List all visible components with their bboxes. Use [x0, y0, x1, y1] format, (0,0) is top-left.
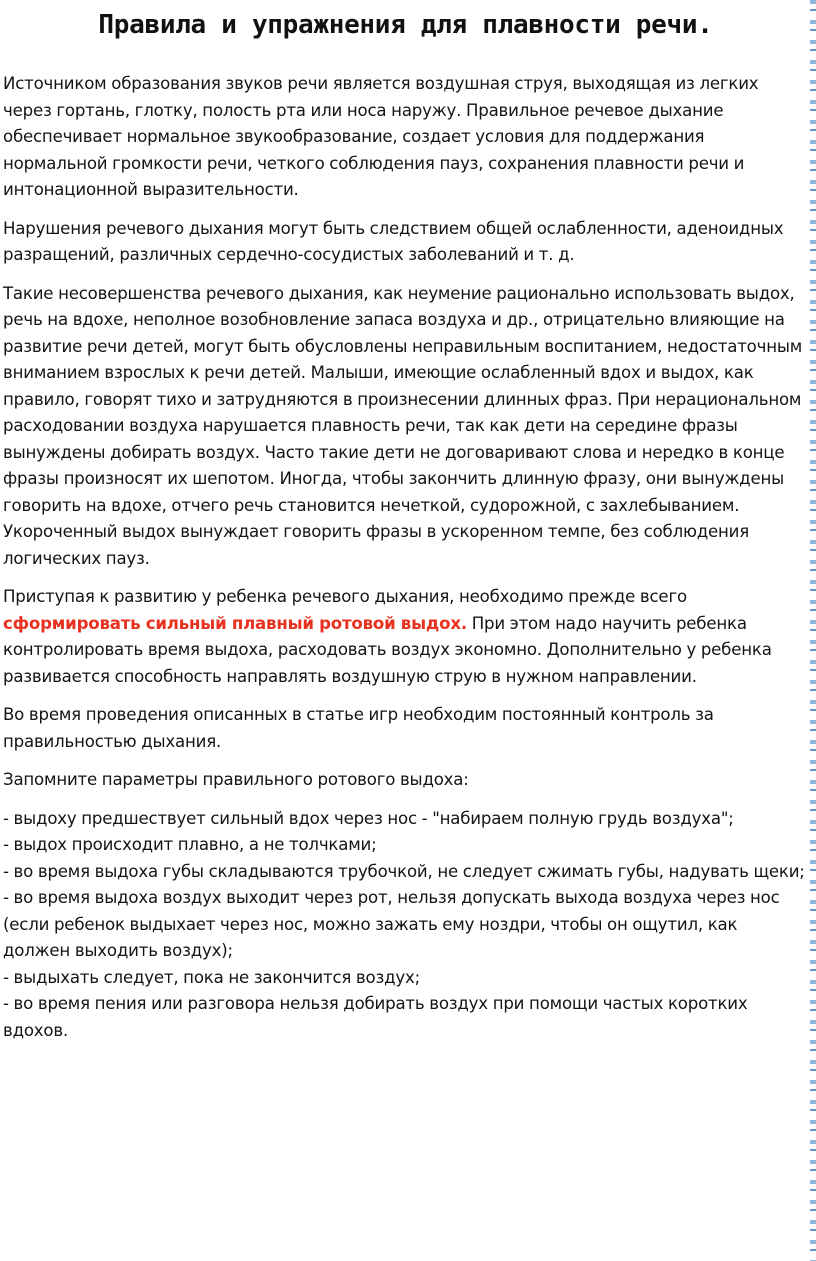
paragraph-1: Источником образования звуков речи является воздушная струя, выходящая из легких через гортань, глотку, полость рта или носа наружу. Правильное речевое дыхание обеспечивает нормальное звукообразование, создает условия для поддержания нормальной громкости речи, четкого соблюдения пауз, сохранения плавности речи и интонационной выразительности.: [3, 74, 759, 199]
list-item: - выдыхать следует, пока не закончится воздух;: [3, 967, 420, 987]
paragraph-3: Такие несовершенства речевого дыхания, как неумение рационально использовать выдох, речь на вдохе, неполное возобновление запаса воздуха и др., отрицательно влияющие на развитие речи детей, могут быть обусловлены неправильным воспитанием, недостаточным вниманием взрослых к речи детей. Малыши, имеющие ослабленный вдох и выдох, как правило, говорят тихо и затрудняются в произнесении длинных фраз. При нерациональном расходовании воздуха нарушается плавность речи, так как дети на середине фразы вынуждены добирать воздух. Часто такие дети не договаривают слова и нередко в конце фразы произносят их шепотом. Иногда, чтобы закончить длинную фразу, они вынуждены говорить на вдохе, отчего речь становится нечеткой, судорожной, с захлебыванием. Укороченный выдох вынуждает говорить фразы в ускоренном темпе, без соблюдения логических пауз.: [3, 283, 803, 568]
paragraph-4: [3, 584, 808, 690]
exhale-rules-list: [3, 806, 808, 1045]
list-item: - во время выдоха воздух выходит через рот, нельзя допускать выхода воздуха через нос (если ребенок выдыхает через нос, можно зажать ему ноздри, чтобы он ощутил, как должен выходить воздух);: [3, 888, 780, 960]
paragraph-4-intro: Приступая к развитию у ребенка речевого дыхания, необходимо прежде всего: [3, 587, 687, 606]
list-item: - выдох происходит плавно, а не толчками;: [3, 835, 377, 854]
list-item: - выдоху предшествует сильный вдох через нос - "набираем полную грудь воздуха";: [3, 808, 734, 828]
paragraph-2: Нарушения речевого дыхания могут быть следствием общей ослабленности, аденоидных разращений, различных сердечно-сосудистых заболеваний и т. д.: [3, 218, 784, 264]
paragraph-5: Во время проведения описанных в статье игр необходим постоянный контроль за правильностью дыхания.: [3, 705, 714, 751]
highlighted-phrase: сформировать сильный плавный ротовой выдох.: [3, 613, 467, 633]
paragraph-6: Запомните параметры правильного ротового выдоха:: [3, 770, 469, 789]
list-item: - во время выдоха губы складываются трубочкой, не следует сжимать губы, надувать щеки;: [3, 861, 805, 881]
decorative-border: [810, 0, 816, 1261]
list-item: - во время пения или разговора нельзя добирать воздух при помощи частых коротких вдохов.: [3, 994, 748, 1040]
page-title: Правила и упражнения для плавности речи.: [98, 10, 713, 40]
paragraph-4-rest: При этом надо научить ребенка контролировать время выдоха, расходовать воздух экономно. Дополнительно у ребенка развивается способность направлять воздушную струю в нужном направлении.: [3, 613, 772, 686]
